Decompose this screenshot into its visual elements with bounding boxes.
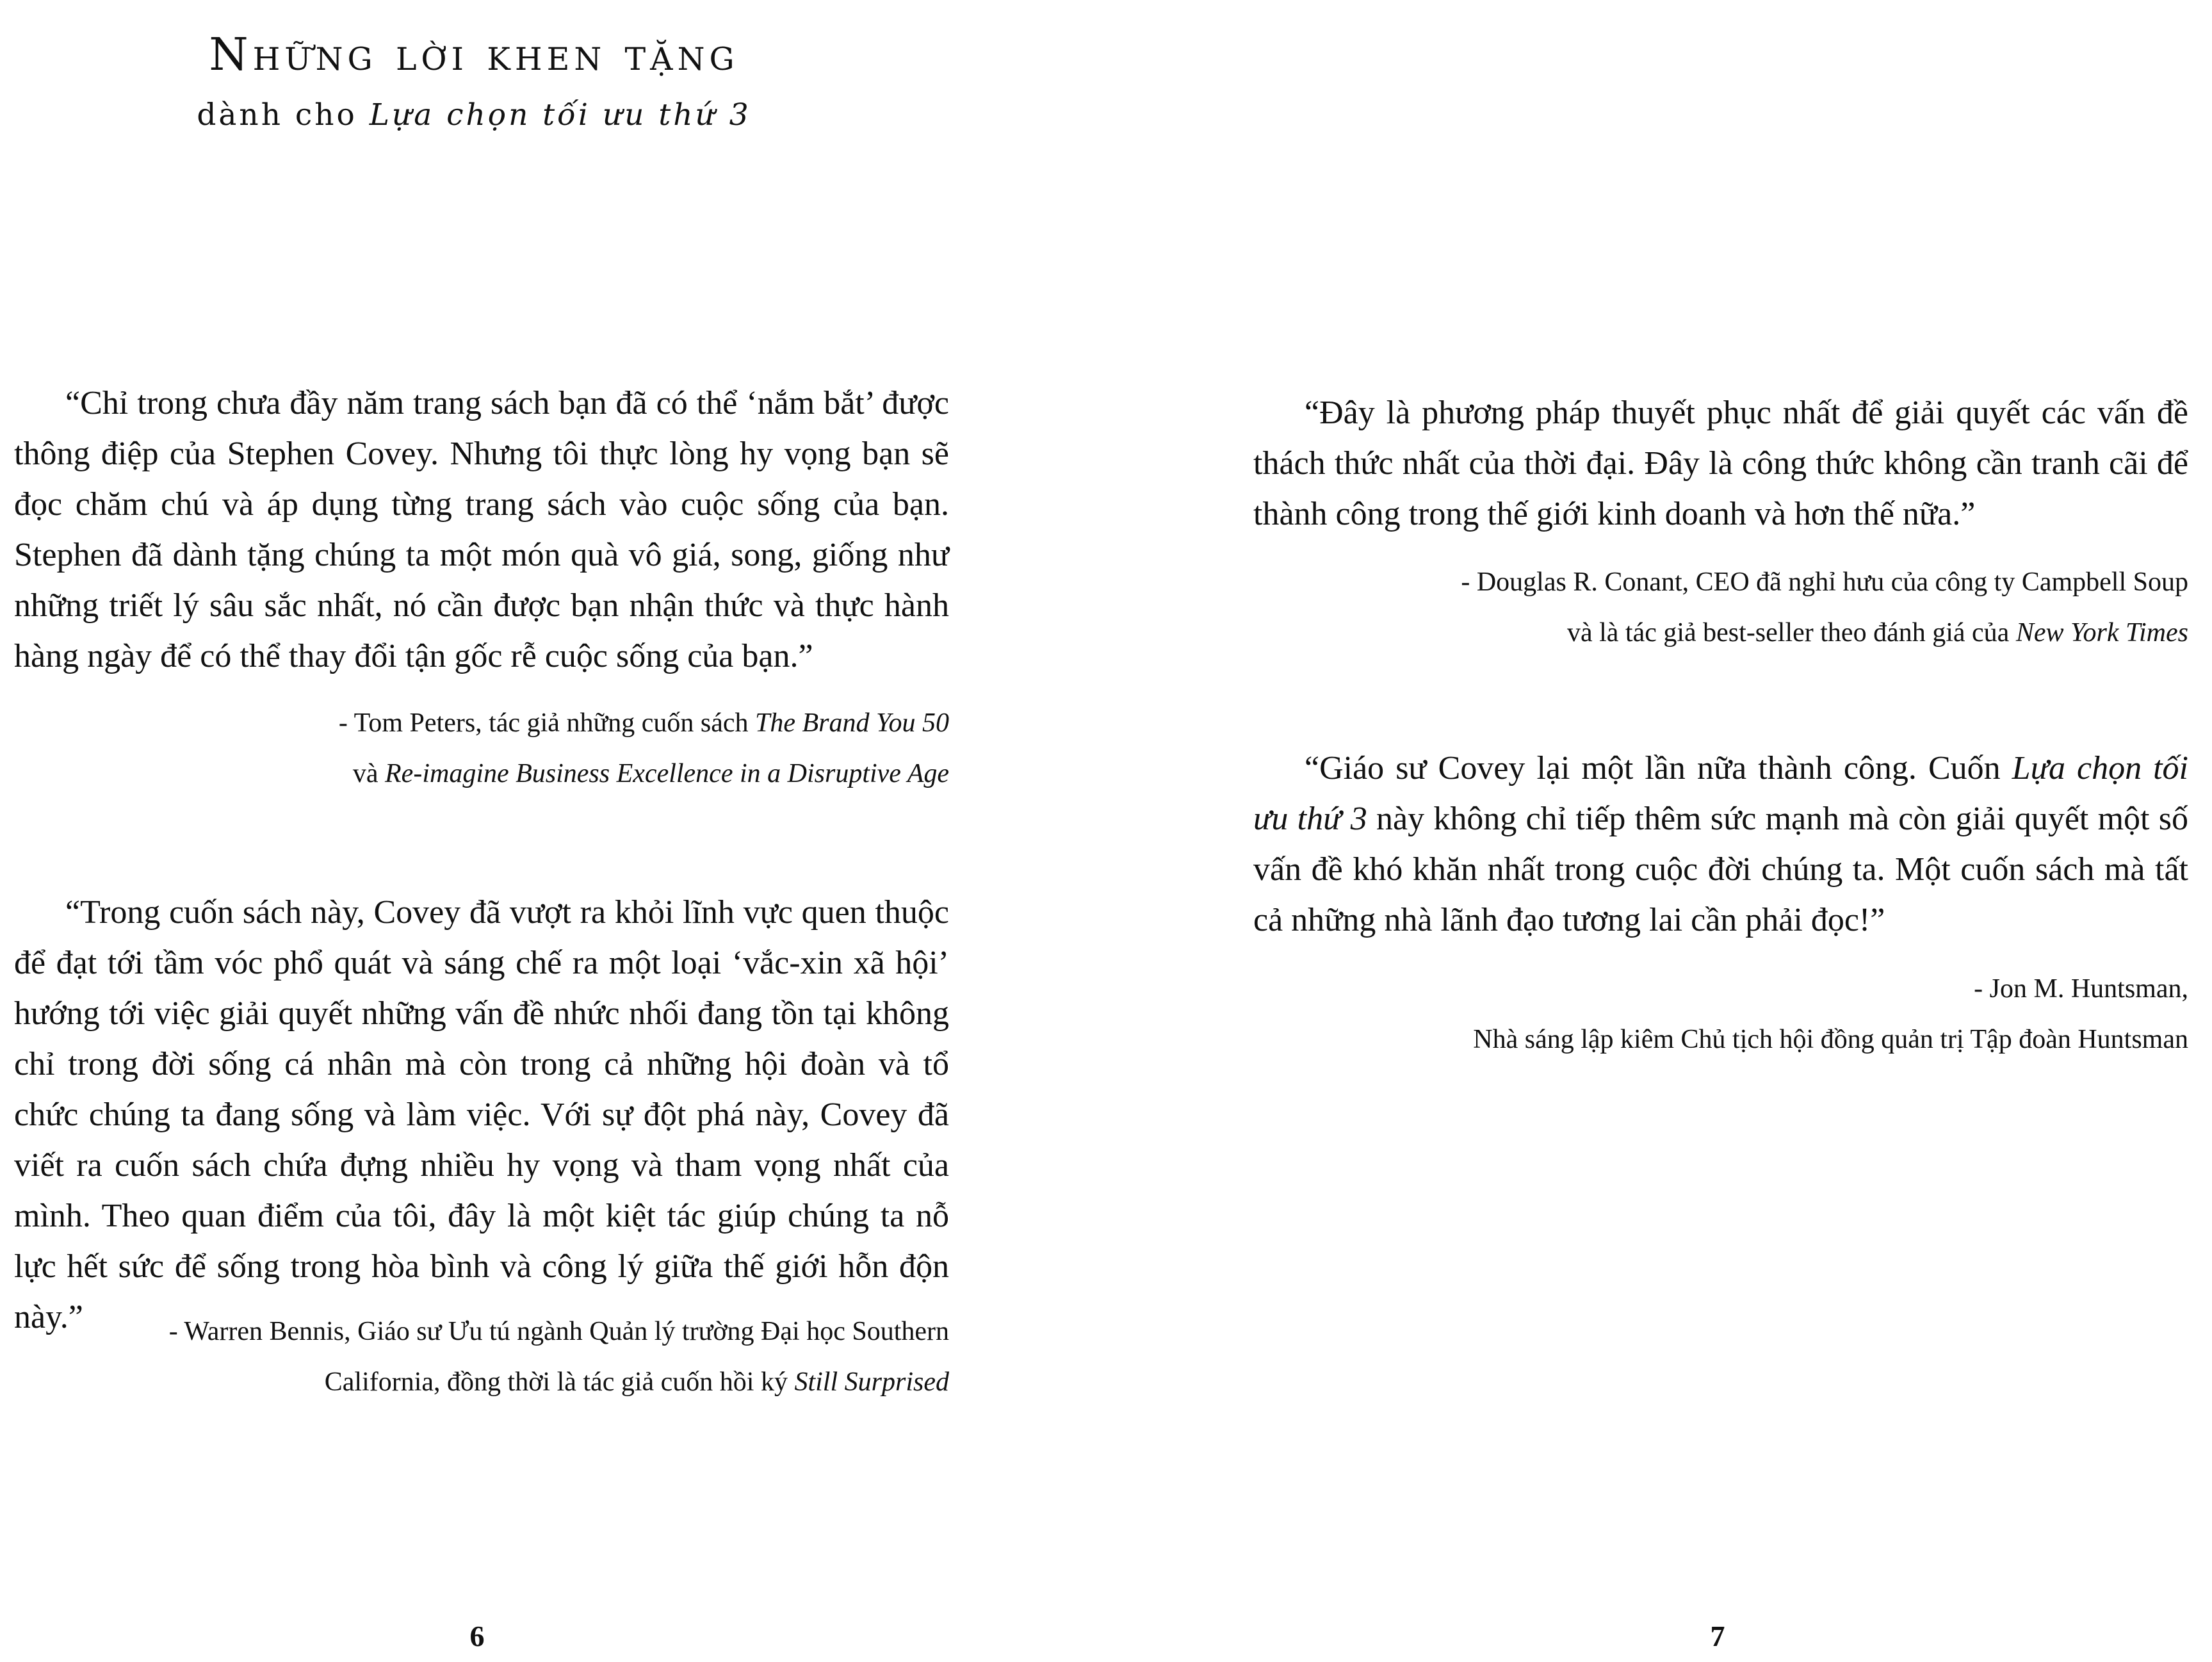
title-block — [0, 19, 948, 141]
attribution-jon-huntsman — [1473, 964, 2188, 1065]
page-number-left: 6 — [469, 1620, 485, 1652]
book-title: The Brand You 50 — [754, 708, 949, 738]
attribution-douglas-conant — [1461, 557, 2188, 658]
page-subtitle — [0, 90, 948, 141]
attribution-line-2: và Re-imagine Business Excellence in a Disruptive Age — [352, 759, 949, 788]
book-title: Re-imagine Business Excellence in a Disruptive Age — [385, 759, 949, 788]
quote-tom-peters: “Chỉ trong chưa đầy năm trang sách bạn đã có thể ‘nắm bắt’ được thông điệp của Stephen Covey. Nhưng tôi thực lòng hy vọng bạn sẽ đọc chăm chú và áp dụng từng trang sách vào cuộc sống của bạn. Stephen đã dành tặng chúng ta một món quà vô giá, song, giống như những triết lý sâu sắc nhất, nó cần được bạn nhận thức và thực hành hàng ngày để có thể thay đổi tận gốc rễ cuộc sống của bạn.” — [14, 385, 949, 674]
book-title: Lựa chọn tối ưu thứ 3 — [1253, 750, 2189, 837]
right-page — [1106, 0, 2212, 1662]
quote-jon-huntsman: “Giáo sư Covey lại một lần nữa thành công. Cuốn Lựa chọn tối ưu thứ 3 này không chỉ tiếp thêm sức mạnh mà còn giải quyết một số vấn đề khó khăn nhất trong cuộc đời chúng ta. Một cuốn sách mà tất cả những nhà lãnh đạo tương lai cần phải đọc!” — [1253, 750, 2189, 938]
attribution-line-2: và là tác giả best-seller theo đánh giá của New York Times — [1566, 618, 2188, 648]
attribution-line-1: - Douglas R. Conant, CEO đã nghỉ hưu của công ty Campbell Soup — [1461, 567, 2188, 597]
book-title: Still Surprised — [794, 1367, 949, 1397]
attribution-line-2: California, đồng thời là tác giả cuốn hồi ký Still Surprised — [324, 1367, 949, 1397]
page-number-right: 7 — [1710, 1620, 1725, 1652]
attribution-line-2: Nhà sáng lập kiêm Chủ tịch hội đồng quản trị Tập đoàn Huntsman — [1473, 1025, 2188, 1054]
subtitle-book-title: Lựa chọn tối ưu thứ 3 — [369, 97, 751, 133]
quote-douglas-conant: “Đây là phương pháp thuyết phục nhất để giải quyết các vấn đề thách thức nhất của thời đại. Đây là công thức không cần tranh cãi để thành công trong thế giới kinh doanh và hơn thế nữa.” — [1253, 395, 2188, 532]
page-title: Những lời khen tặng — [209, 28, 739, 81]
attribution-warren-bennis — [169, 1307, 949, 1408]
quote-warren-bennis: “Trong cuốn sách này, Covey đã vượt ra khỏi lĩnh vực quen thuộc để đạt tới tầm vóc phổ quát và sáng chế ra một loại ‘vắc-xin xã hội’ hướng tới việc giải quyết những vấn đề nhức nhối đang tồn tại không chỉ trong đời sống cá nhân mà còn trong cả những hội đoàn và tổ chức chúng ta đang sống và làm việc. Với sự đột phá này, Covey đã viết ra cuốn sách chứa đựng nhiều hy vọng và tham vọng nhất của mình. Theo quan điểm của tôi, đây là một kiệt tác giúp chúng ta nỗ lực hết sức để sống trong hòa bình và công lý giữa thế giới hỗn độn này.” — [14, 894, 949, 1335]
attribution-line-1: - Jon M. Huntsman, — [1974, 974, 2188, 1004]
attribution-line-1: - Warren Bennis, Giáo sư Ưu tú ngành Quản lý trường Đại học Southern — [168, 1317, 949, 1346]
attribution-tom-peters — [339, 698, 949, 799]
publication-name: New York Times — [2015, 618, 2188, 648]
subtitle-prefix: dành cho — [197, 97, 370, 133]
attribution-line-1: - Tom Peters, tác giả những cuốn sách The Brand You 50 — [338, 708, 949, 738]
